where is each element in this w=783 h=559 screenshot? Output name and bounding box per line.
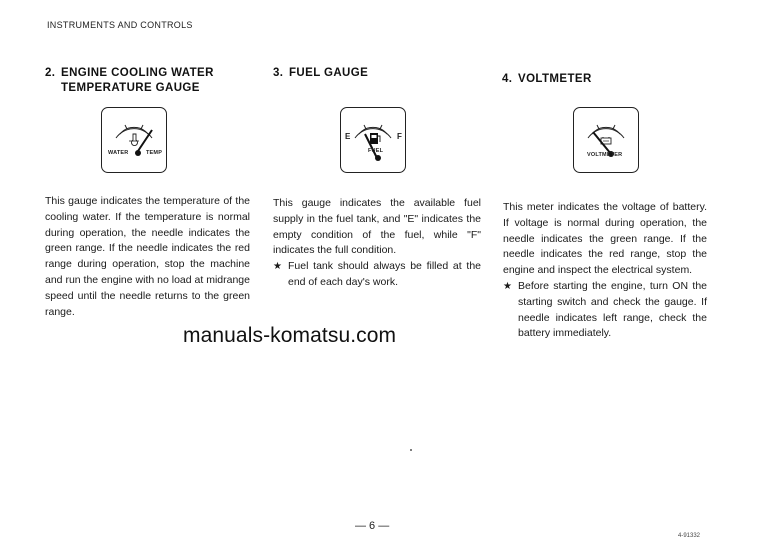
voltmeter-body-text: This meter indicates the voltage of battery. If voltage is normal during operation, the needle indicates the green range. If the needle indicates the red range, stop the engine and inspect the electrical system. bbox=[503, 201, 707, 277]
water-temp-gauge bbox=[101, 107, 167, 173]
voltmeter-note-text: Before starting the engine, turn ON the starting switch and check the gauge. If needle indicates left range, check the battery immediately. bbox=[518, 279, 707, 340]
voltmeter-gauge bbox=[573, 107, 639, 173]
section-water-temp bbox=[45, 66, 253, 96]
star-icon: ★ bbox=[273, 261, 282, 273]
gauge-label-temp: TEMP bbox=[146, 150, 163, 156]
gauge-label-water: WATER bbox=[108, 150, 129, 156]
section-title-water-temp bbox=[45, 66, 253, 96]
section-number: 2. bbox=[45, 67, 56, 79]
fuel-note-text: Fuel tank should always be filled at the end of each day's work. bbox=[288, 260, 481, 288]
gauge-label-fuel: FUEL bbox=[368, 148, 384, 154]
section-title-line1: ENGINE COOLING WATER bbox=[61, 67, 214, 79]
fuel-pump-icon bbox=[370, 133, 380, 144]
fuel-note bbox=[273, 259, 481, 291]
section-number: 4. bbox=[502, 73, 513, 85]
section-title-voltmeter bbox=[502, 66, 708, 87]
watermark: manuals-komatsu.com bbox=[183, 324, 397, 347]
page-header: INSTRUMENTS AND CONTROLS bbox=[47, 20, 193, 30]
section-title-line1: VOLTMETER bbox=[518, 73, 592, 85]
section-title-line2: TEMPERATURE GAUGE bbox=[61, 82, 200, 94]
section-fuel-gauge bbox=[273, 66, 483, 81]
water-temp-body-text: This gauge indicates the temperature of the cooling water. If the temperature is normal during operation, the needle indicates the green range. If the needle indicates the red range during operation, stop the machine and run the engine with no load at midrange speed until the needle returns to the green range. bbox=[45, 195, 250, 318]
water-temp-description bbox=[45, 194, 250, 320]
fuel-description bbox=[273, 196, 481, 291]
page-number: — 6 — bbox=[355, 520, 390, 532]
voltmeter-note bbox=[503, 279, 707, 342]
thermometer-icon bbox=[129, 134, 139, 146]
section-title-line1: FUEL GAUGE bbox=[289, 67, 369, 79]
gauge-label-full: F bbox=[397, 132, 403, 141]
section-number: 3. bbox=[273, 67, 284, 79]
star-icon: ★ bbox=[503, 280, 512, 292]
reference-code: 4-91332 bbox=[678, 533, 701, 539]
fuel-body-text: This gauge indicates the available fuel supply in the fuel tank, and "E" indicates the empty condition of the fuel, while "F" indicates the full condition. bbox=[273, 197, 481, 257]
scan-speck bbox=[410, 449, 412, 451]
water-temp-gauge-dial bbox=[102, 108, 166, 172]
section-voltmeter bbox=[502, 66, 708, 87]
fuel-gauge bbox=[340, 107, 406, 173]
section-title-fuel bbox=[273, 66, 483, 81]
gauge-label-voltmeter: VOLTMETER bbox=[587, 152, 623, 158]
gauge-label-empty: E bbox=[345, 132, 351, 141]
voltmeter-gauge-dial bbox=[574, 108, 638, 172]
voltmeter-description bbox=[503, 200, 707, 342]
